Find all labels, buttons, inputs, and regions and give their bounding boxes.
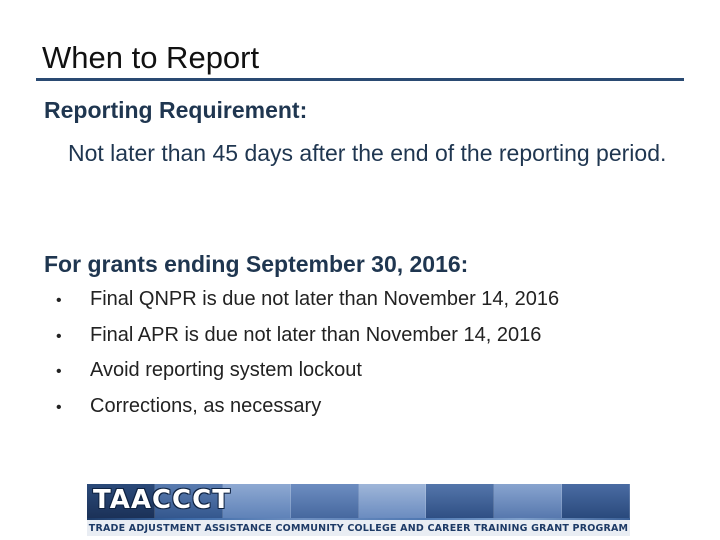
list-item — [56, 359, 559, 395]
bullet-icon: • — [56, 327, 62, 345]
grants-ending-heading: For grants ending September 30, 2016: — [44, 251, 469, 277]
photo-tile — [223, 484, 291, 518]
reporting-requirement-text: Not later than 45 days after the end of the reporting period. — [68, 140, 667, 166]
title-underline — [36, 78, 684, 81]
slide-title: When to Report — [42, 40, 260, 75]
bullet-text: Avoid reporting system lockout — [90, 359, 362, 381]
bullet-icon: • — [56, 292, 62, 309]
list-item — [56, 395, 559, 431]
photo-tile — [359, 484, 427, 518]
taaccct-logo: TAACCCT — [93, 485, 231, 515]
photo-tile — [494, 484, 562, 518]
deadline-bullet-list — [56, 288, 559, 430]
photo-tile — [562, 484, 630, 518]
bullet-text: Final APR is due not later than November 14, 2016 — [90, 323, 542, 346]
bullet-text: Final QNPR is due not later than November 14, 2016 — [90, 288, 560, 310]
bullet-icon: • — [56, 398, 62, 416]
list-item — [56, 324, 559, 360]
banner-tagline-strip — [87, 520, 630, 536]
bullet-text: Corrections, as necessary — [90, 394, 322, 417]
bullet-icon: • — [56, 363, 62, 380]
photo-tile — [426, 484, 494, 518]
reporting-requirement-heading: Reporting Requirement: — [44, 97, 308, 123]
program-banner — [87, 484, 630, 536]
photo-tile — [291, 484, 359, 518]
banner-tagline: TRADE ADJUSTMENT ASSISTANCE COMMUNITY COLLEGE AND CAREER TRAINING GRANT PROGRAM — [88, 522, 629, 534]
list-item — [56, 288, 559, 324]
